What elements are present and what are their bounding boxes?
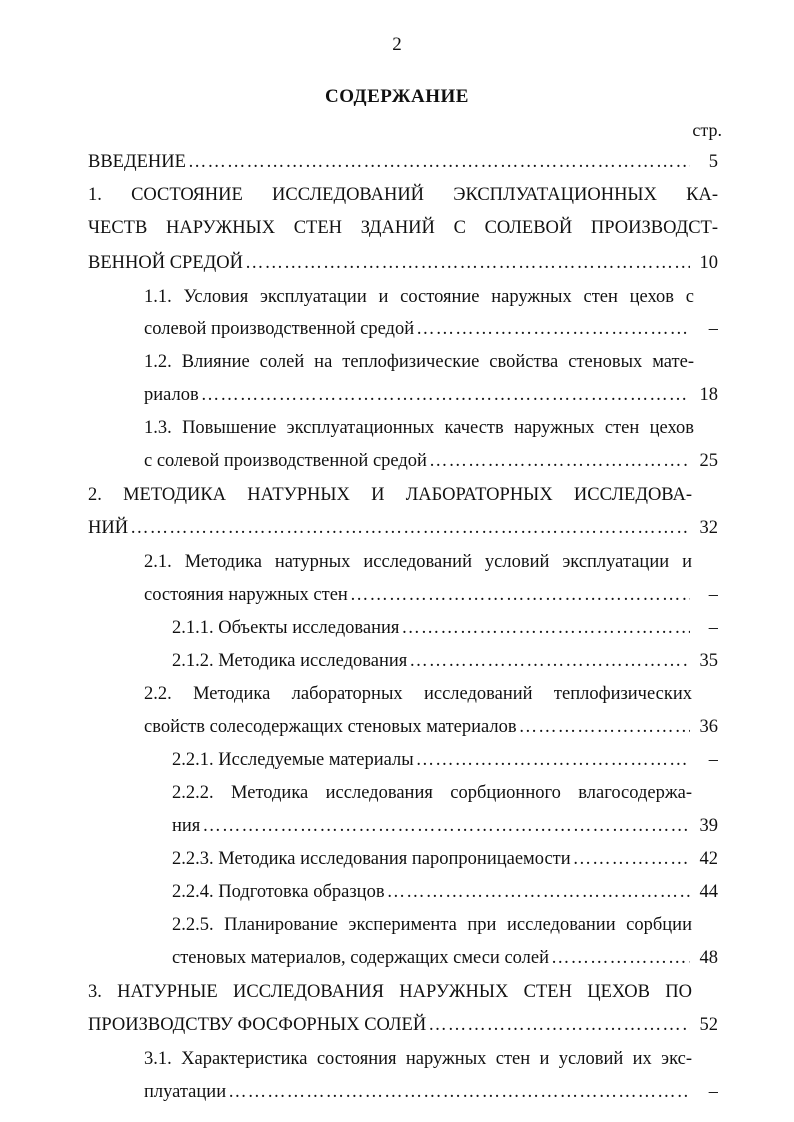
page-number: 2 bbox=[392, 34, 402, 55]
toc-entry bbox=[172, 946, 718, 970]
toc-entry bbox=[172, 880, 718, 904]
toc-entry-line bbox=[88, 483, 692, 507]
dot-leader bbox=[130, 516, 690, 540]
toc-entry-text: 3. НАТУРНЫЕ ИССЛЕДОВАНИЯ НАРУЖНЫХ СТЕН ЦЕХОВ ПО bbox=[88, 982, 692, 1002]
toc-entry-text: НИЙ bbox=[88, 518, 129, 538]
toc-entry-text: ВВЕДЕНИЕ bbox=[88, 152, 186, 172]
toc-entry-page: 48 bbox=[699, 948, 718, 968]
toc-entry-line bbox=[172, 913, 692, 937]
dot-leader bbox=[401, 616, 690, 640]
toc-entry bbox=[172, 847, 718, 871]
toc-entry-text: 2.2.1. Исследуемые материалы bbox=[172, 750, 414, 770]
toc-entry-line bbox=[144, 285, 694, 309]
dot-leader bbox=[519, 715, 690, 739]
dot-leader bbox=[416, 317, 690, 341]
dot-leader bbox=[188, 150, 690, 174]
toc-entry-text: 2.1.1. Объекты исследования bbox=[172, 618, 400, 638]
toc-entry-text: 1. СОСТОЯНИЕ ИССЛЕДОВАНИЙ ЭКСПЛУАТАЦИОННЫХ КА- bbox=[88, 185, 718, 205]
toc-entry bbox=[144, 583, 718, 607]
toc-entry-page: 25 bbox=[699, 451, 718, 471]
toc-entry-page: 42 bbox=[699, 849, 718, 869]
dot-leader bbox=[201, 383, 690, 407]
toc-entry-page: 39 bbox=[699, 816, 718, 836]
toc-entry-text: свойств солесодержащих стеновых материалов bbox=[144, 717, 517, 737]
dot-leader bbox=[416, 748, 690, 772]
toc-entry bbox=[88, 251, 718, 275]
toc-entry-page: 32 bbox=[699, 518, 718, 538]
dot-leader bbox=[428, 1013, 690, 1037]
toc-entry bbox=[172, 814, 718, 838]
toc-entry-line bbox=[88, 183, 718, 207]
toc-entry-text: с солевой производственной средой bbox=[144, 451, 427, 471]
toc-entry-text: риалов bbox=[144, 385, 199, 405]
toc-entry-text: состояния наружных стен bbox=[144, 585, 348, 605]
toc-entry-line bbox=[144, 416, 694, 440]
toc-entry-text: 2.2.5. Планирование эксперимента при исследовании сорбции bbox=[172, 915, 692, 935]
toc-entry bbox=[144, 317, 718, 341]
dot-leader bbox=[202, 814, 690, 838]
toc-entry-line bbox=[144, 350, 694, 374]
toc-entry-line bbox=[144, 550, 692, 574]
toc-entry-text: 2.1.2. Методика исследования bbox=[172, 651, 408, 671]
page-column-label: стр. bbox=[692, 120, 722, 140]
dot-leader bbox=[387, 880, 690, 904]
toc-entry-text: ЧЕСТВ НАРУЖНЫХ СТЕН ЗДАНИЙ С СОЛЕВОЙ ПРОИЗВОДСТ- bbox=[88, 218, 718, 238]
toc-entry-text: 2.2.2. Методика исследования сорбционного влагосодержа- bbox=[172, 783, 692, 803]
toc-entry bbox=[172, 748, 718, 772]
toc-entry-text: ния bbox=[172, 816, 201, 836]
toc-entry-text: плуатации bbox=[144, 1082, 227, 1102]
toc-entry-page: 5 bbox=[708, 152, 718, 172]
toc-entry-page: 44 bbox=[699, 882, 718, 902]
toc-entry-text: 1.2. Влияние солей на теплофизические свойства стеновых мате- bbox=[144, 352, 694, 372]
dot-leader bbox=[551, 946, 690, 970]
toc-entry-page: – bbox=[708, 585, 718, 605]
toc-entry bbox=[88, 1013, 718, 1037]
toc-entry-text: 2.2. Методика лабораторных исследований теплофизических bbox=[144, 684, 692, 704]
toc-entry-page: 52 bbox=[699, 1015, 718, 1035]
dot-leader bbox=[409, 649, 690, 673]
dot-leader bbox=[573, 847, 690, 871]
toc-entry bbox=[172, 649, 718, 673]
dot-leader bbox=[245, 251, 690, 275]
toc-entry-text: 3.1. Характеристика состояния наружных стен и условий их экс- bbox=[144, 1049, 692, 1069]
toc-entry-text: ВЕННОЙ СРЕДОЙ bbox=[88, 253, 243, 273]
toc-entry bbox=[88, 516, 718, 540]
toc-entry bbox=[144, 449, 718, 473]
dot-leader bbox=[228, 1080, 690, 1104]
dot-leader bbox=[350, 583, 690, 607]
toc-entry-page: 18 bbox=[699, 385, 718, 405]
toc-entry-text: 2.2.3. Методика исследования паропроницаемости bbox=[172, 849, 571, 869]
toc-entry-page: 36 bbox=[699, 717, 718, 737]
toc-entry-page: – bbox=[708, 319, 718, 339]
toc-entry-page: – bbox=[708, 618, 718, 638]
dot-leader bbox=[429, 449, 690, 473]
toc-entry-text: 2.2.4. Подготовка образцов bbox=[172, 882, 385, 902]
toc-entry bbox=[144, 383, 718, 407]
toc-entry-text: солевой производственной средой bbox=[144, 319, 415, 339]
toc-entry bbox=[144, 715, 718, 739]
toc-entry-text: 1.3. Повышение эксплуатационных качеств наружных стен цехов bbox=[144, 418, 694, 438]
toc-entry-text: ПРОИЗВОДСТВУ ФОСФОРНЫХ СОЛЕЙ bbox=[88, 1015, 427, 1035]
toc-entry bbox=[144, 1080, 718, 1104]
toc-entry bbox=[88, 150, 718, 174]
toc-entry-line bbox=[172, 781, 692, 805]
toc-entry-page: – bbox=[708, 750, 718, 770]
toc-entry-page: – bbox=[708, 1082, 718, 1102]
toc-entry bbox=[172, 616, 718, 640]
toc-entry-line bbox=[88, 216, 718, 240]
toc-entry-text: 1.1. Условия эксплуатации и состояние наружных стен цехов с bbox=[144, 287, 694, 307]
toc-entry-text: 2.1. Методика натурных исследований условий эксплуатации и bbox=[144, 552, 692, 572]
toc-entry-line bbox=[144, 1047, 692, 1071]
page-title: СОДЕРЖАНИЕ bbox=[325, 86, 469, 107]
toc-entry-text: стеновых материалов, содержащих смеси солей bbox=[172, 948, 550, 968]
toc-entry-line bbox=[88, 980, 692, 1004]
toc-entry-page: 35 bbox=[699, 651, 718, 671]
toc-entry-text: 2. МЕТОДИКА НАТУРНЫХ И ЛАБОРАТОРНЫХ ИССЛЕДОВА- bbox=[88, 485, 692, 505]
toc-entry-page: 10 bbox=[699, 253, 718, 273]
toc-entry-line bbox=[144, 682, 692, 706]
